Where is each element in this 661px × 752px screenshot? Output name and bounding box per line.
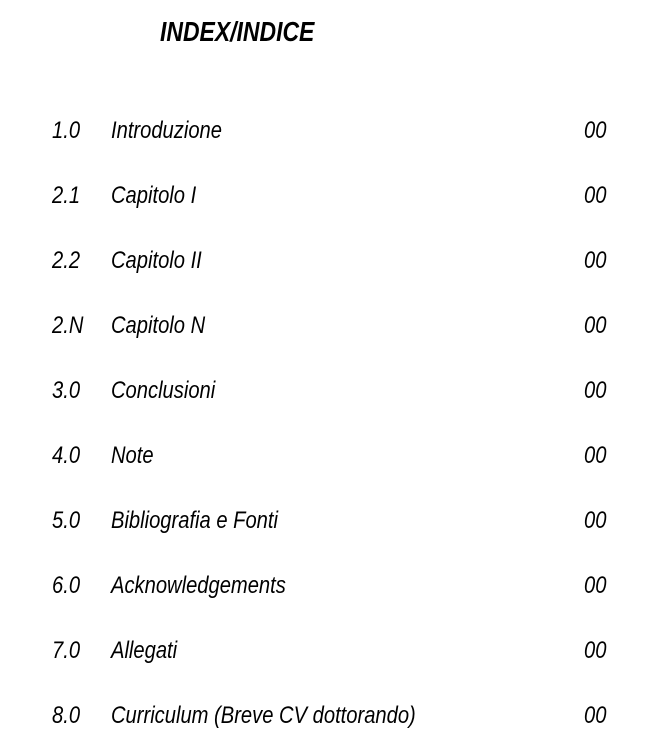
section-number: 7.0 xyxy=(52,637,81,664)
toc-entry xyxy=(0,506,661,536)
page-number: 00 xyxy=(584,507,607,534)
section-title: Bibliografia e Fonti xyxy=(111,507,278,534)
page-number: 00 xyxy=(584,442,607,469)
section-number: 2.2 xyxy=(52,247,81,274)
section-title: Note xyxy=(111,442,154,469)
page-number: 00 xyxy=(584,247,607,274)
section-number: 1.0 xyxy=(52,117,81,144)
toc-entry xyxy=(0,311,661,341)
section-number: 5.0 xyxy=(52,507,81,534)
page-number: 00 xyxy=(584,702,607,729)
section-title: Curriculum (Breve CV dottorando) xyxy=(111,702,416,729)
page-number: 00 xyxy=(584,117,607,144)
toc-entry xyxy=(0,181,661,211)
section-title: Acknowledgements xyxy=(111,572,286,599)
toc-entry xyxy=(0,376,661,406)
section-number: 8.0 xyxy=(52,702,81,729)
page-number: 00 xyxy=(584,572,607,599)
section-title: Capitolo N xyxy=(111,312,206,339)
page-title: INDEX/INDICE xyxy=(160,16,315,47)
section-number: 6.0 xyxy=(52,572,81,599)
toc-entry xyxy=(0,246,661,276)
section-title: Capitolo II xyxy=(111,247,202,274)
page-number: 00 xyxy=(584,377,607,404)
toc-entry xyxy=(0,571,661,601)
page-number: 00 xyxy=(584,637,607,664)
toc-entry xyxy=(0,116,661,146)
toc-entry xyxy=(0,441,661,471)
section-title: Introduzione xyxy=(111,117,222,144)
toc-entry xyxy=(0,701,661,731)
section-title: Conclusioni xyxy=(111,377,216,404)
section-number: 4.0 xyxy=(52,442,81,469)
section-number: 2.N xyxy=(52,312,84,339)
section-number: 3.0 xyxy=(52,377,81,404)
page-number: 00 xyxy=(584,182,607,209)
section-title: Allegati xyxy=(111,637,178,664)
section-number: 2.1 xyxy=(52,182,81,209)
toc-entry xyxy=(0,636,661,666)
page-number: 00 xyxy=(584,312,607,339)
section-title: Capitolo I xyxy=(111,182,197,209)
